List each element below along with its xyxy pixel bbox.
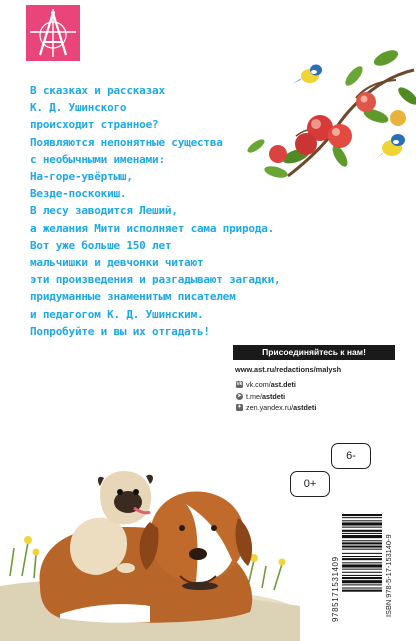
barcode-bar — [342, 546, 382, 548]
annotation-line: На-горе-увёртыш, — [30, 170, 133, 184]
annotation-line: В лесу заводится Леший, — [30, 204, 178, 218]
annotation-line: К. Д. Ушинского — [30, 101, 127, 115]
barcode-bar — [342, 540, 382, 541]
barcode-bar — [342, 590, 382, 592]
join-us-banner: Присоединяйтесь к нам! — [233, 345, 395, 360]
annotation-line: мальчишки и девчонки читают — [30, 256, 204, 270]
publisher-logo-icon — [26, 5, 80, 61]
zen-icon: ✦ — [237, 404, 242, 411]
social-handle: astdeti — [261, 391, 286, 401]
barcode-bar — [342, 577, 382, 579]
annotation-line: Вот уже больше 150 лет — [30, 238, 172, 252]
barcode-bar — [342, 530, 382, 532]
pug-on-st-bernard-icon — [0, 436, 300, 641]
social-handle: astdeti — [293, 403, 317, 413]
barcode-bar — [342, 575, 382, 576]
barcode-bar — [342, 569, 382, 570]
dogs-illustration — [0, 436, 300, 641]
barcode-bar — [342, 520, 382, 521]
social-links — [236, 379, 316, 414]
barcode-bar — [342, 522, 382, 525]
age-rating-0: 0+ — [290, 471, 330, 497]
barcode-bar — [342, 533, 382, 534]
barcode-bar — [342, 562, 382, 563]
barcode-bar — [342, 588, 382, 589]
social-handle: ast.deti — [270, 380, 296, 390]
annotation-line: с необычными именами: — [30, 152, 165, 166]
barcode-bar — [342, 572, 382, 573]
isbn-block — [384, 521, 393, 617]
barcode — [342, 512, 382, 622]
barcode-number: 9785171531409 — [331, 556, 340, 622]
barcode-bar — [342, 556, 382, 557]
barcode-bar — [342, 553, 382, 554]
social-prefix: vk.com/ — [246, 380, 271, 390]
barcode-bar — [342, 535, 382, 538]
annotation-line: происходит странное? — [30, 118, 159, 132]
barcode-bar — [342, 558, 382, 560]
barcode-bar — [342, 517, 382, 518]
barcode-bar — [342, 549, 382, 550]
barcode-icon — [342, 512, 382, 622]
publisher-logo — [26, 5, 80, 61]
social-link-zen — [236, 402, 316, 414]
barcode-bar — [342, 564, 382, 567]
annotation-line: придуманные знаменитым писателем — [30, 290, 236, 304]
publisher-website: www.ast.ru/redactions/malysh — [235, 365, 342, 374]
annotation-line: В сказках и рассказах — [30, 84, 165, 97]
social-link-vk — [236, 379, 316, 391]
annotation-line: эти произведения и разгадывают загадки, — [30, 273, 281, 287]
social-prefix: zen.yandex.ru/ — [246, 403, 294, 413]
apple-branch-with-birds-icon — [236, 36, 416, 186]
barcode-bar — [342, 580, 382, 583]
barcode-bar — [342, 527, 382, 528]
annotation-line: Появляются непонятные существа — [30, 135, 223, 149]
telegram-icon: ➤ — [237, 392, 242, 399]
barcode-bar — [342, 584, 382, 585]
apple-branch-illustration — [236, 36, 416, 186]
isbn-number: ISBN 978-5-17-153140-9 — [384, 534, 393, 617]
social-prefix: t.me/ — [246, 391, 262, 401]
social-link-telegram — [236, 391, 316, 403]
annotation-line: Везде-поскокиш. — [30, 187, 127, 201]
annotation-line: и педагогом К. Д. Ушинским. — [30, 307, 204, 321]
annotation-line: Попробуйте и вы их отгадать! — [30, 324, 210, 338]
age-rating-6: 6- — [331, 443, 371, 469]
barcode-digits — [331, 512, 341, 622]
vk-icon: vk — [236, 381, 243, 388]
barcode-bar — [342, 542, 382, 544]
barcode-bar — [342, 514, 382, 516]
annotation-line: а желания Мити исполняет сама природа. — [30, 221, 275, 235]
